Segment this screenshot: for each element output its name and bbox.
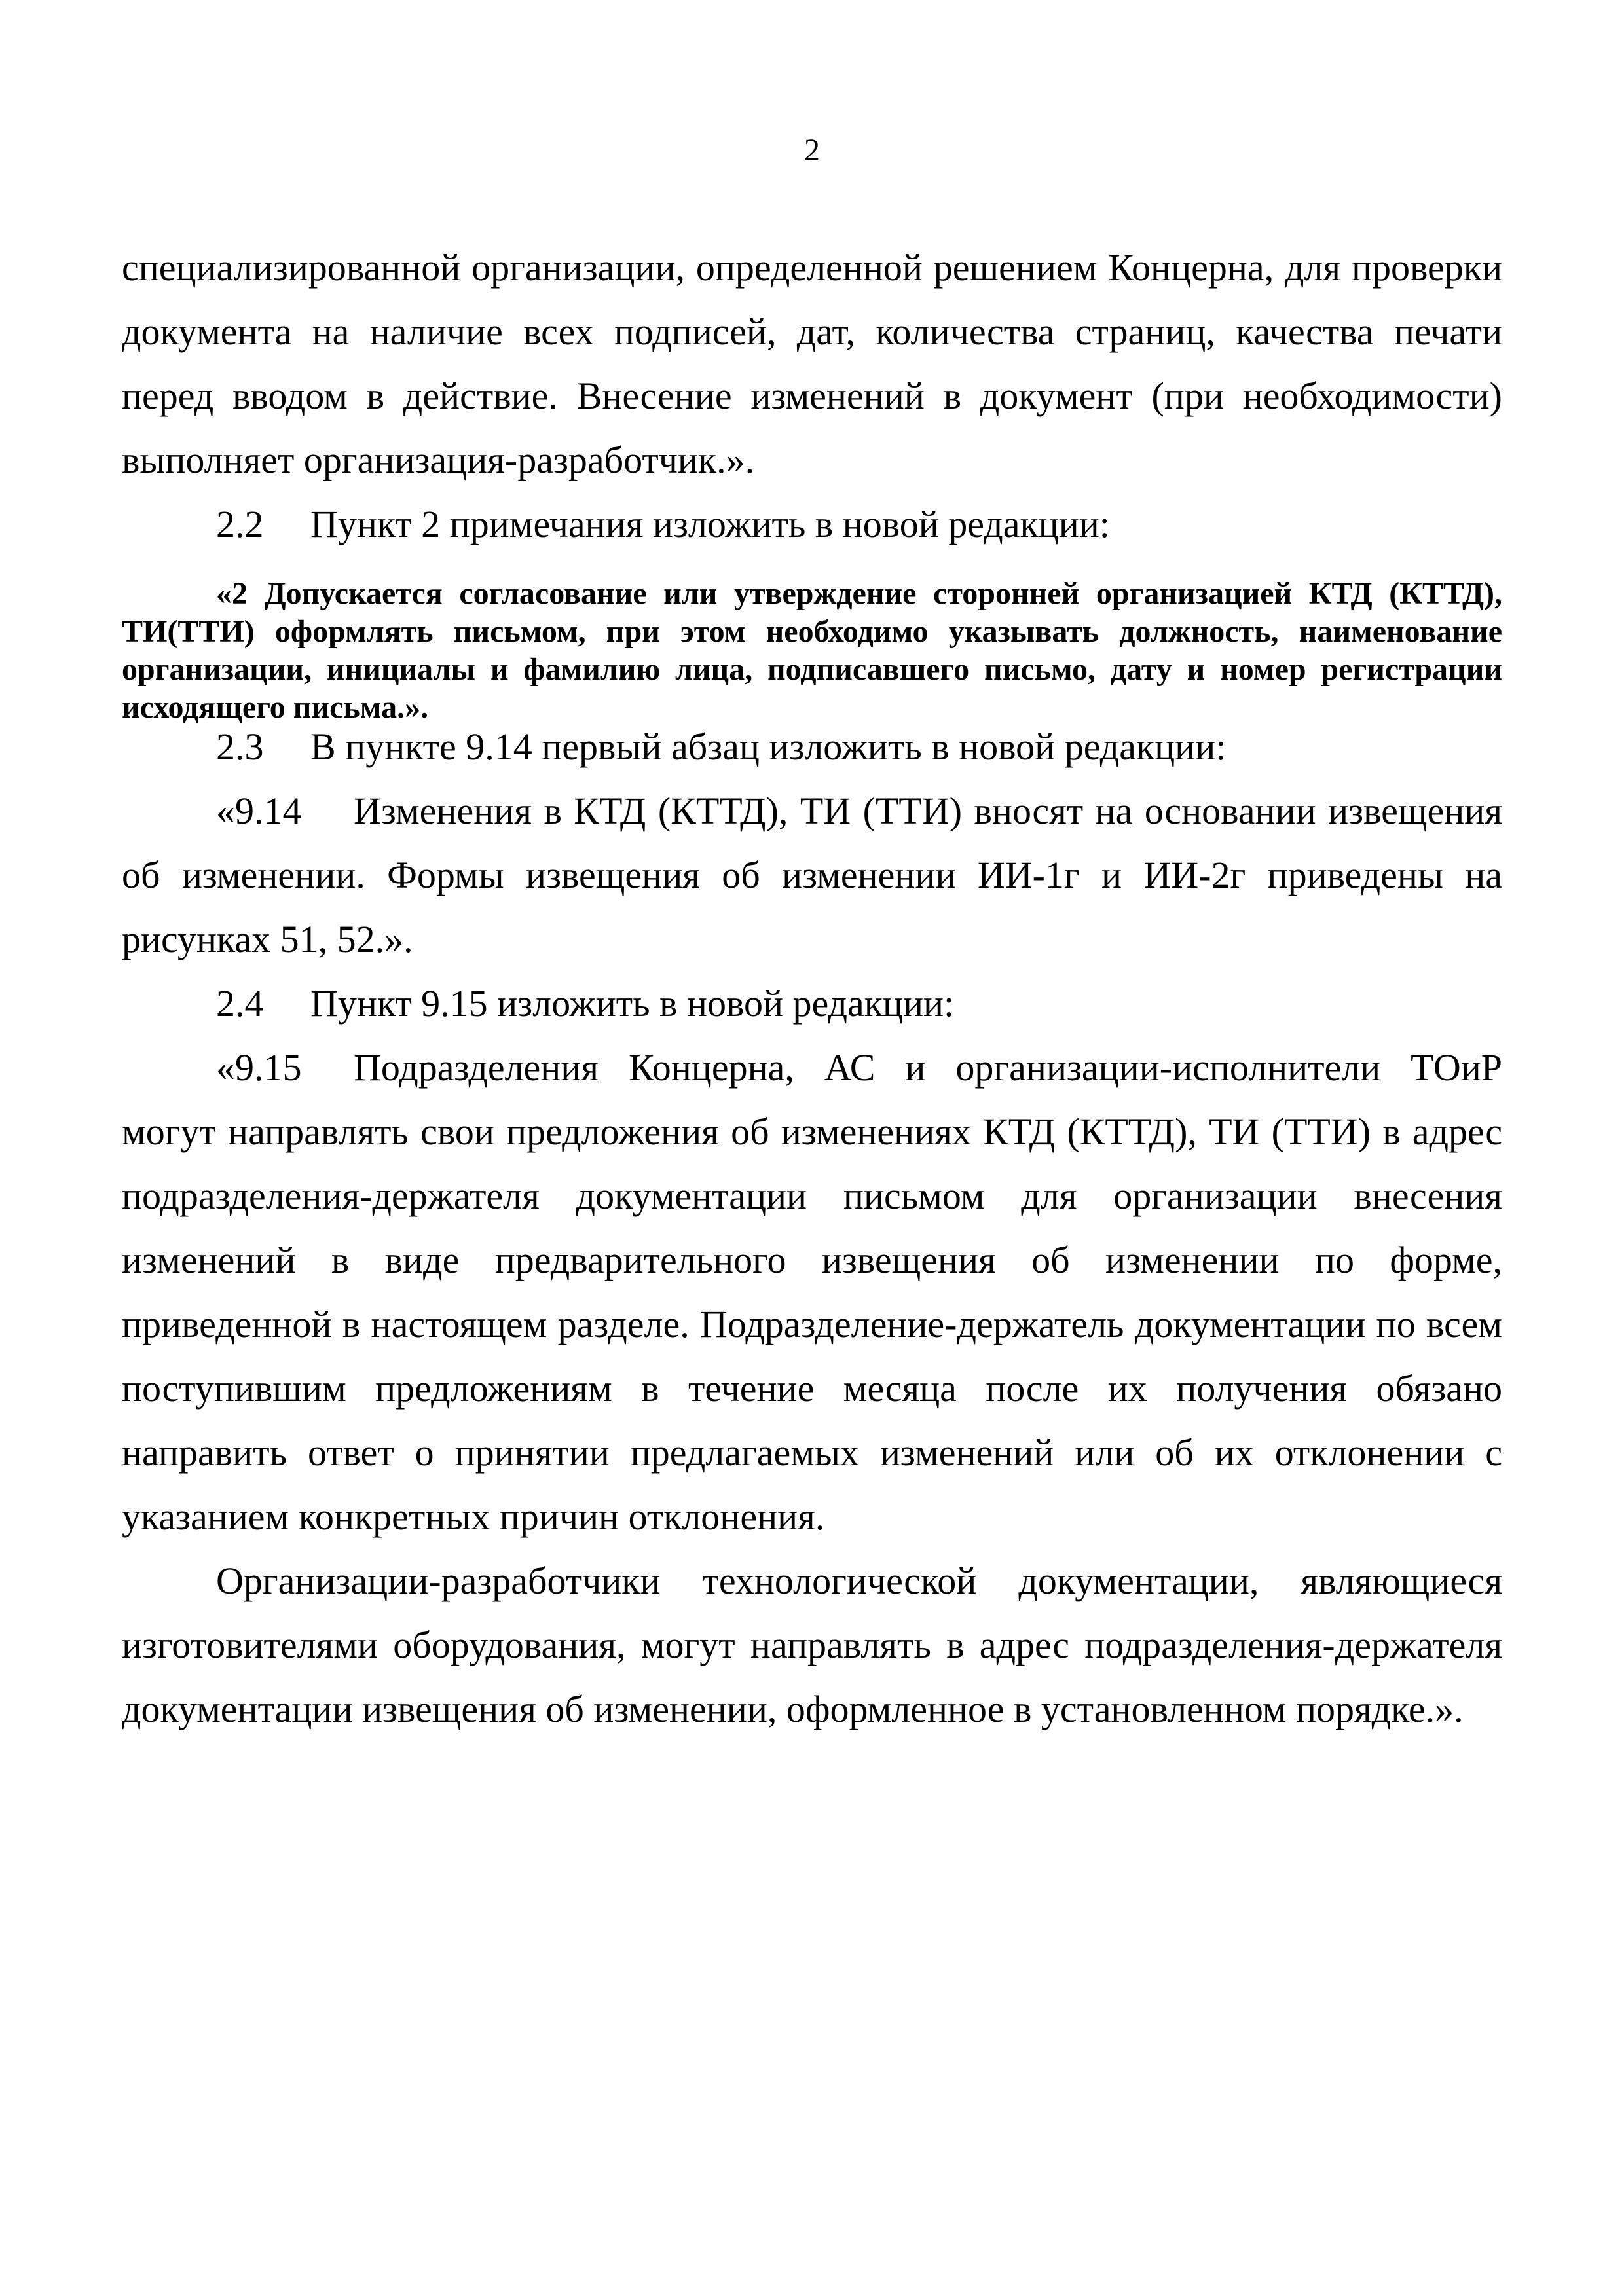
item-text: Пункт 9.15 изложить в новой редакции: xyxy=(310,982,955,1025)
item-text: Пункт 2 примечания изложить в новой редакции: xyxy=(310,503,1110,545)
continuation-paragraph: специализированной организации, определенной решением Концерна, для проверки документа на наличие всех подписей, дат, количества страниц, качества печати перед вводом в действие. Внесение изменений в документ (при необходимости) выполняет организация-разработчик.». xyxy=(122,246,1502,481)
page-number: 2 xyxy=(804,133,820,168)
item-number: «9.14 xyxy=(216,790,302,832)
note-block xyxy=(122,575,1502,727)
item-number: «9.15 xyxy=(216,1046,302,1089)
item-2-3 xyxy=(122,715,1502,779)
item-2-2 xyxy=(122,492,1502,556)
note-paragraph: «2 Допускается согласование или утверждение сторонней организацией КТД (КТТД), ТИ(ТТИ) оформлять письмом, при этом необходимо указывать должность, наименование организации, инициалы и фамилию лица, подписавшего письмо, дату и номер регистрации исходящего письма.». xyxy=(122,576,1502,725)
developers-paragraph: Организации-разработчики технологической документации, являющиеся изготовителями оборудования, могут направлять в адрес подразделения-держателя документации извещения об изменении, оформленное в установленном порядке.». xyxy=(122,1559,1502,1730)
item-2-4 xyxy=(122,972,1502,1036)
item-2-3-block xyxy=(122,715,1502,1741)
item-text: В пункте 9.14 первый абзац изложить в новой редакции: xyxy=(310,725,1227,768)
item-number: 2.2 xyxy=(216,503,264,545)
item-number: 2.4 xyxy=(216,982,264,1025)
item-9-14 xyxy=(122,779,1502,972)
item-text: Подразделения Концерна, АС и организации-исполнители ТОиР могут направлять свои предложения об изменениях КТД (КТТД), ТИ (ТТИ) в адрес подразделения-держателя документации письмом для организации внесения изменений в виде предварительного извещения об изменении по форме, приведенной в настоящем разделе. Подразделение-держатель документации по всем поступившим предложениям в течение месяца после их получения обязано направить ответ о принятии предлагаемых изменений или об их отклонении с указанием конкретных причин отклонения. xyxy=(122,1046,1502,1538)
item-text: Изменения в КТД (КТТД), ТИ (ТТИ) вносят на основании извещения об изменении. Формы извещения об изменении ИИ-1г и ИИ-2г приведены на рисунках 51, 52.». xyxy=(122,790,1502,960)
continuation-block xyxy=(122,236,1502,492)
item-number: 2.3 xyxy=(216,725,264,768)
item-2-2-block xyxy=(122,492,1502,556)
item-9-15 xyxy=(122,1036,1502,1549)
